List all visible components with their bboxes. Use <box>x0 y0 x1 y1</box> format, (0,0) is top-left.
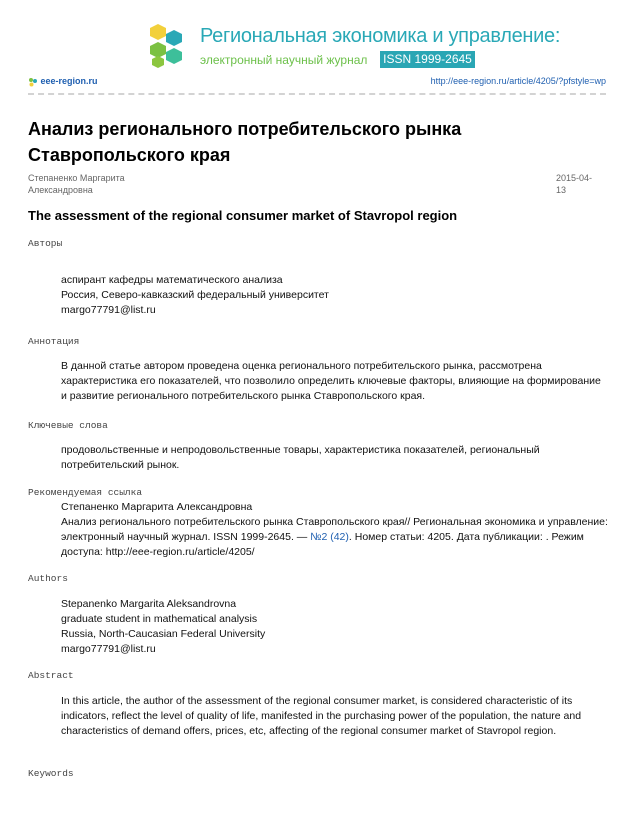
site-home-link[interactable] <box>28 76 98 87</box>
author-en-affiliation: Russia, North-Caucasian Federal University <box>61 628 266 640</box>
authors-en-block <box>61 597 609 657</box>
article-author: Степаненко Маргарита Александровна <box>28 173 125 195</box>
publication-date: 2015-04-13 <box>556 173 593 195</box>
site-home-link-label: eee-region.ru <box>40 76 98 86</box>
author-en-email: margo77791@list.ru <box>61 643 156 655</box>
journal-subtitle: электронный научный журнал <box>200 53 368 67</box>
issn-badge: ISSN 1999-2645 <box>380 51 475 68</box>
author-en-position: graduate student in mathematical analysis <box>61 613 258 625</box>
authors-block <box>61 273 609 318</box>
header-divider <box>28 93 606 95</box>
citation-block <box>61 500 609 560</box>
keywords-en-label: Keywords <box>28 768 74 779</box>
article-title-en: The assessment of the regional consumer market of Stavropol region <box>28 208 458 223</box>
author-en-name: Stepanenko Margarita Aleksandrovna <box>61 598 237 610</box>
citation-text-before: Анализ регионального потребительского рынка Ставропольского края// Региональная экономика и управление: электронный научный журнал. ISSN 1999-2645. — <box>61 516 608 543</box>
site-logo-icon <box>28 77 38 87</box>
author-position: аспирант кафедры математического анализа <box>61 274 283 286</box>
journal-title: Региональная экономика и управление: <box>200 25 561 47</box>
keywords-text: продовольственные и непродовольственные товары, характеристика показателей, региональный потребительский рынок. <box>61 444 540 471</box>
citation-text-after: . Номер статьи: 4205. Дата публикации: . Режим доступа: http://eee-region.ru/article/4205/ <box>61 531 584 558</box>
keywords-label: Ключевые слова <box>28 420 108 431</box>
annotation-label: Аннотация <box>28 336 80 347</box>
annotation-text: В данной статье автором проведена оценка регионального потребительского рынка, рассмотрена характеристика его показателей, что позволило определить ключевые факторы, влияющие на формирование и развитие регионального потребительского рынка Ставропольского края. <box>61 360 601 402</box>
citation-label: Рекомендуемая ссылка <box>28 487 143 498</box>
article-url-link[interactable]: http://eee-region.ru/article/4205/?pfstyle=wp <box>430 76 606 86</box>
journal-logo-icon <box>148 22 192 70</box>
author-email: margo77791@list.ru <box>61 304 156 316</box>
citation-author: Степаненко Маргарита Александровна <box>61 501 253 513</box>
author-affiliation: Россия, Северо-кавказский федеральный университет <box>61 289 329 301</box>
citation-text <box>61 515 609 560</box>
abstract-label: Abstract <box>28 670 74 681</box>
authors-en-label: Authors <box>28 573 68 584</box>
article-title: Анализ регионального потребительского рынка Ставропольского края <box>28 119 462 165</box>
top-links-bar <box>28 76 606 90</box>
authors-label: Авторы <box>28 238 63 249</box>
issue-link[interactable]: №2 (42) <box>310 531 349 543</box>
journal-header <box>148 22 561 72</box>
abstract-text: In this article, the author of the assessment of the regional consumer market, is considered characteristic of its indicators, reflect the level of quality of life, manifested in the purchasing power of the population, the nature and characteristics of demand offers, prices, etc, affecting of the regional consumer market of Stavropol region. <box>61 695 582 737</box>
